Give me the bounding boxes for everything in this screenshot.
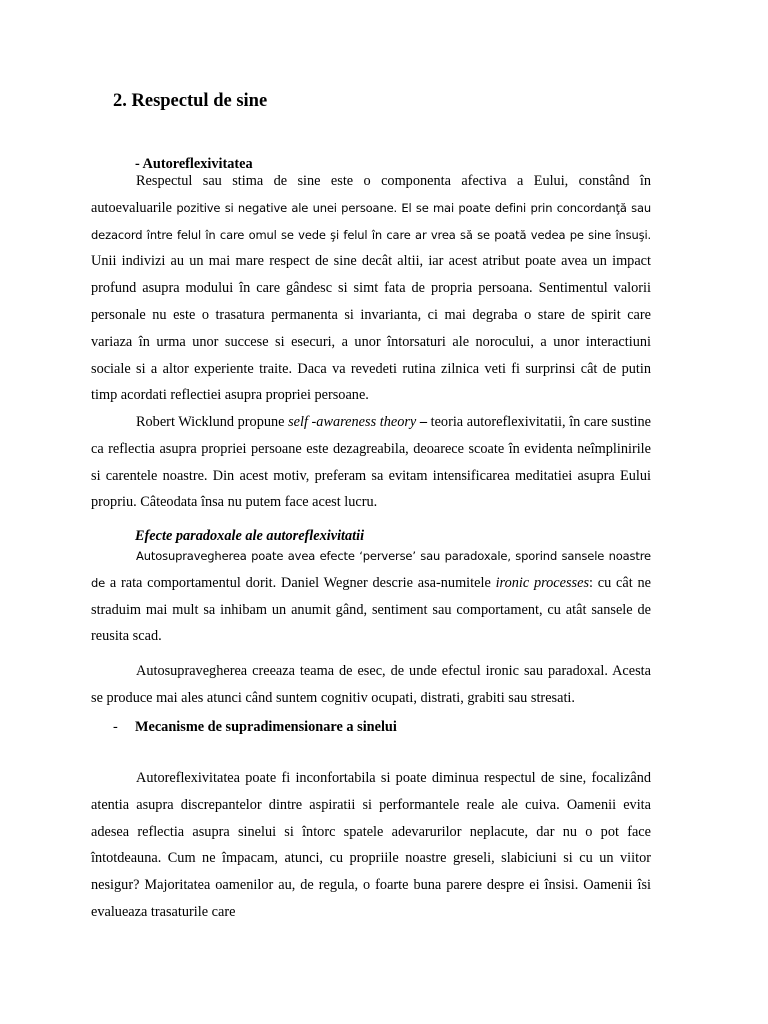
paragraph-text: a rata comportamentul dorit. Daniel Wegner descrie asa-numitele bbox=[105, 574, 496, 591]
paragraph-mecanisme: Autoreflexivitatea poate fi inconfortabila si poate diminua respectul de sine, focalizând atentia asupra discrepantelor dintre aspiratii si performantele reale ale cuiva. Oamenii evita adesea reflectia asupra sinelui si întorc spatele adevarurilor neplacute, dar nu o pot face întotdeauna. Cum ne împacam, atunci, cu propriile noastre greseli, slabiciuni si cu un viitor nesigur? Majoritatea oamenilor au, de regula, o foarte buna parere despre ei însisi. Oamenii îsi evalueaza trasaturile care bbox=[91, 770, 651, 920]
paragraph-respectul bbox=[91, 168, 651, 409]
paragraph-wicklund bbox=[91, 409, 651, 516]
list-item-mecanisme bbox=[113, 719, 397, 736]
section-heading: 2. Respectul de sine bbox=[113, 91, 268, 111]
subheading-mecanisme: Mecanisme de supradimensionare a sinelui bbox=[135, 719, 397, 735]
paragraph-text: teoria autoreflexivitatii, în care sustine ca reflectia asupra propriei persoane este dezagreabila, deoarece scoate în evidenta neîmplinirile si carentele noastre. Din acest motiv, preferam sa evitam intensificarea meditatiei asupra Eului propriu. Câteodata însa nu putem face acest lucru. bbox=[91, 414, 652, 511]
theory-name: self -awareness theory bbox=[288, 414, 417, 430]
paragraph-text-sans: Autosupravegherea poate avea efecte ‘perverse’ sau paradoxale, sporind sansele noastre de bbox=[91, 549, 651, 590]
paragraph-text: Unii indivizi au un mai mare respect de sine decât altii, iar acest atribut poate avea un impact profund asupra modului în care gândesc si simt fata de propria persoana. Sentimentul valorii personale nu este o trasatura permanenta si invarianta, ci mai degraba o stare de spirit care variaza în urma unor succese si esecuri, a unor întorsaturi ale norocului, a unor interactiuni sociale si a altor experiente traite. Daca va revedeti rutina zilnica veti fi surprinsi cât de putin timp acordati reflectiei asupra propriei persoane. bbox=[91, 253, 651, 404]
subheading-autoreflexivitatea: - Autoreflexivitatea bbox=[135, 156, 253, 172]
paragraph-autosupravegherea bbox=[91, 543, 651, 650]
paragraph-teama-de-esec: Autosupravegherea creeaza teama de esec, de unde efectul ironic sau paradoxal. Acesta se produce mai ales atunci când suntem cognitiv ocupati, distrati, grabiti sau stresati. bbox=[91, 663, 651, 706]
paragraph-text: Robert Wicklund propune bbox=[136, 414, 289, 430]
paragraph-text: Respectul sau stima de sine este o componenta afectiva a Eului, constând în autoevaluarile bbox=[91, 173, 651, 216]
subheading-efecte-paradoxale: Efecte paradoxale ale autoreflexivitatii bbox=[135, 528, 365, 544]
em-dash: – bbox=[416, 414, 428, 430]
paragraph-text: : cu cât ne straduim mai mult sa inhibam un anumit gând, sentiment sau comportament, cu atât sansele de reusita scad. bbox=[91, 574, 651, 645]
list-dash: - bbox=[113, 719, 118, 735]
ironic-processes: ironic processes bbox=[495, 574, 590, 591]
paragraph-text-sans: pozitive si negative ale unei persoane. El se mai poate defini prin concordanţă sau dezacord între felul în care omul se vede şi felul în care ar vrea să se poată vedea pe sine însuşi. bbox=[91, 200, 652, 242]
